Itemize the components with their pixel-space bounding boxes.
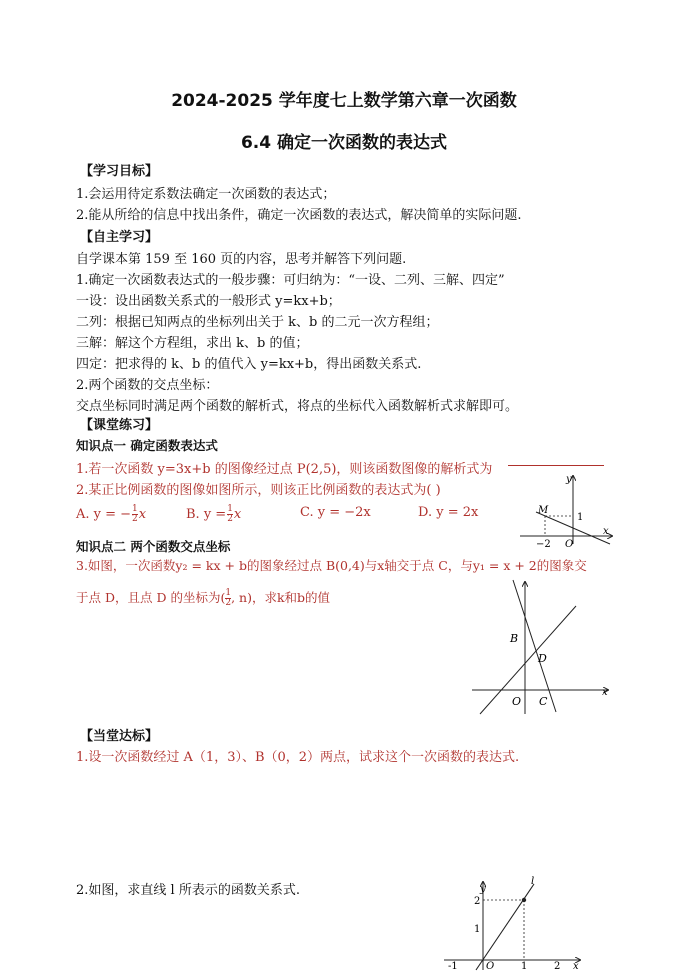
goal-item-1: 1.会运用待定系数法确定一次函数的表达式； (76, 187, 336, 202)
option-a[interactable]: A. y = − $\frac{1}{2}$ x (76, 504, 147, 524)
option-b-text: B. y = (186, 507, 227, 522)
knowledge-point-1: 知识点一 确定函数表达式 (76, 438, 218, 453)
selfstudy-line-1: 自学课本第 159 至 160 页的内容，思考并解答下列问题. (76, 252, 407, 267)
label-d: D (538, 652, 547, 665)
selfstudy-line-6: 四定：把求得的 k、b 的值代入 y=kx+b，得出函数关系式. (76, 357, 422, 372)
figure-two-lines (468, 578, 614, 718)
figure-line-l (440, 872, 588, 971)
target-q2: 2.如图，求直线 l 所表示的函数关系式. (76, 883, 300, 898)
target-q1: 1.设一次函数经过 A（1，3）、B（0，2）两点，试求这个一次函数的表达式. (76, 750, 520, 765)
q3-line2-end: , n)，求k和b的值 (231, 590, 331, 605)
page-subtitle: 6.4 确定一次函数的表达式 (240, 133, 448, 153)
selfstudy-line-5: 三解：解这个方程组，求出 k、b 的值； (76, 336, 309, 351)
label-x: x (602, 687, 608, 698)
option-b[interactable]: B. y = $\frac{1}{2}$ x (186, 504, 242, 524)
fraction-den: 2 (132, 514, 138, 524)
practice-q2: 2.某正比例函数的图像如图所示，则该正比例函数的表达式为( ) (76, 483, 441, 498)
fraction-num: 1 (227, 504, 233, 514)
label-one-y: 1 (474, 924, 481, 935)
line-l (476, 884, 534, 970)
label-b: B (510, 632, 519, 645)
knowledge-point-2: 知识点二 两个函数交点坐标 (76, 539, 231, 554)
label-minus2: −2 (536, 539, 551, 548)
label-minus1: -1 (448, 961, 458, 971)
page-title: 2024-2025 学年度七上数学第六章一次函数 (171, 91, 517, 111)
option-b-fraction (227, 505, 233, 524)
label-c: C (539, 695, 548, 708)
option-a-fraction (132, 505, 138, 524)
selfstudy-line-7: 2.两个函数的交点坐标： (76, 378, 219, 393)
practice-q3-line2 (76, 588, 330, 608)
label-x: x (573, 961, 579, 971)
q3-line2-start: 于点 D，且点 D 的坐标为( (76, 590, 226, 605)
fraction-num: 1 (225, 588, 232, 598)
fraction-den: 2 (227, 514, 233, 524)
option-a-text: A. y = − (76, 507, 132, 522)
point-1-2 (522, 898, 526, 902)
label-y: y (480, 884, 486, 895)
option-d[interactable]: D. y = 2x (418, 505, 479, 520)
label-l: l (531, 876, 535, 887)
label-one-x: 1 (521, 961, 528, 971)
selfstudy-line-2: 1.确定一次函数表达式的一般步骤：可归纳为：“一设、二列、三解、四定” (76, 273, 505, 288)
selfstudy-line-8: 交点坐标同时满足两个函数的解析式，将点的坐标代入函数解析式求解即可。 (76, 399, 519, 414)
selfstudy-heading: 【自主学习】 (80, 230, 159, 245)
practice-q3-line1: 3.如图，一次函数y₂ = kx + b的图象经过点 B(0,4)与x轴交于点 C，与y₁ = x + 2的图象交 (76, 558, 587, 573)
practice-q1: 1.若一次函数 y=3x+b 的图像经过点 P(2,5)，则该函数图像的解析式为 (76, 462, 493, 477)
option-c[interactable]: C. y = −2x (300, 505, 371, 520)
label-one: 1 (577, 512, 584, 523)
line-y2 (513, 580, 556, 712)
answer-blank[interactable] (508, 464, 604, 466)
goal-item-2: 2.能从所给的信息中找出条件，确定一次函数的表达式，解决简单的实际问题. (76, 208, 522, 223)
selfstudy-line-4: 二列：根据已知两点的坐标列出关于 k、b 的二元一次方程组； (76, 315, 439, 330)
label-origin: O (565, 539, 574, 548)
label-origin: O (512, 695, 522, 708)
label-m: M (538, 505, 549, 516)
label-x: x (603, 526, 609, 537)
selfstudy-line-3: 一设：设出函数关系式的一般形式 y=kx+b； (76, 294, 341, 309)
fraction-den: 2 (225, 598, 232, 608)
practice-heading: 【课堂练习】 (80, 418, 159, 433)
fraction-num: 1 (132, 504, 138, 514)
line-y1 (480, 606, 576, 714)
target-heading: 【当堂达标】 (80, 729, 159, 744)
label-two-y: 2 (474, 896, 481, 907)
goals-heading: 【学习目标】 (80, 164, 159, 179)
figure-proportional-function (516, 470, 616, 548)
label-y: y (566, 474, 572, 485)
label-two-x: 2 (554, 961, 561, 971)
label-origin: O (486, 961, 495, 971)
